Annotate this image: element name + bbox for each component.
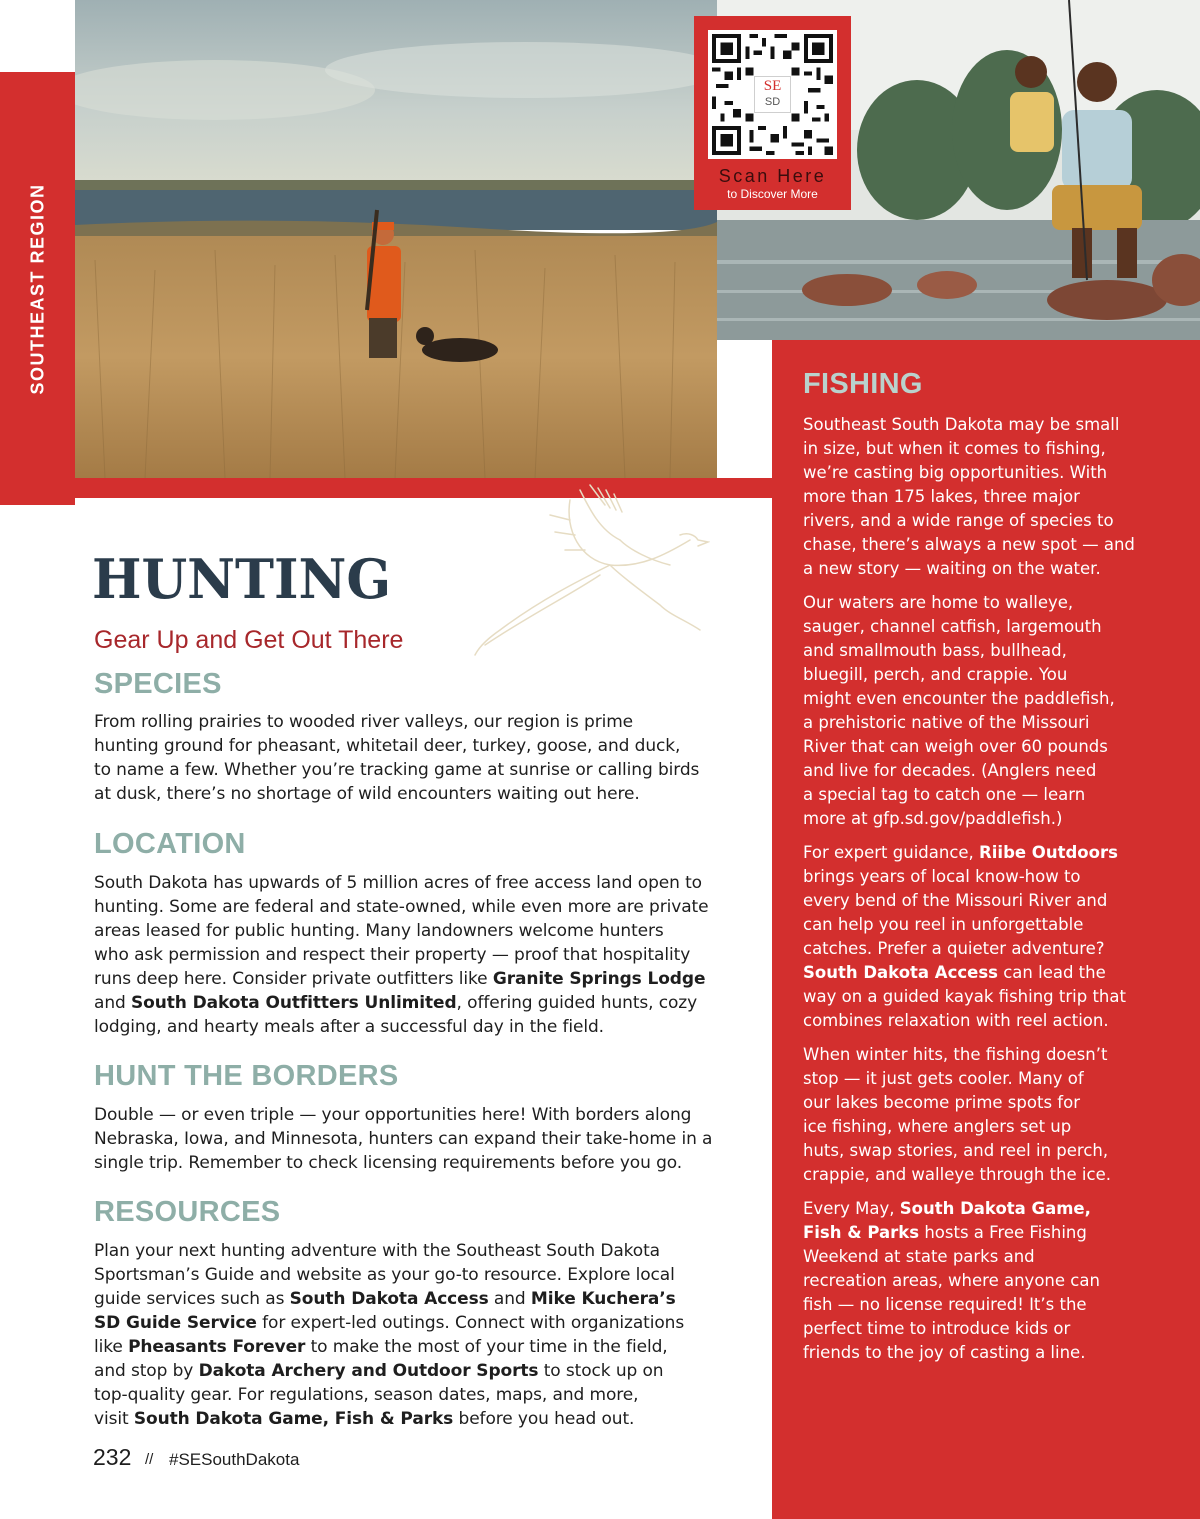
text-line: Sportsman’s Guide and website as your go-to resource. Explore local [94,1265,675,1285]
text-line: hunting. Some are federal and state-owned, while even more are private [94,897,709,917]
text-run: before you head out. [453,1409,635,1429]
qr-logo-sd: SD [764,96,781,108]
fishing-para-2 [803,591,1183,831]
text-line: ice fishing, where anglers set up [803,1117,1072,1136]
text-line: a prehistoric native of the Missouri [803,713,1090,732]
text-run: visit [94,1409,134,1429]
guide-mike-kuchera: Mike Kuchera’s [530,1289,676,1309]
text-line: might even encounter the paddlefish, [803,689,1115,708]
text-line: areas leased for public hunting. Many landowners welcome hunters [94,921,664,941]
text-line: rivers, and a wide range of species to [803,511,1114,530]
footer-separator: // [145,1451,154,1468]
text-line: sauger, channel catfish, largemouth [803,617,1102,636]
agency-sd-gfp: South Dakota Game, [899,1199,1091,1218]
text-run: and [94,993,131,1013]
text-line: When winter hits, the fishing doesn’t [803,1045,1108,1064]
text-line [94,967,714,991]
borders-heading: HUNT THE BORDERS [94,1060,399,1092]
hunting-subtitle: Gear Up and Get Out There [94,626,404,654]
guide-sd-guide-service: SD Guide Service [94,1313,257,1333]
text-line [803,1197,1183,1221]
outfitter-riibe-outdoors: Riibe Outdoors [979,843,1118,862]
fishing-para-1 [803,413,1183,581]
text-line: crappie, and walleye through the ice. [803,1165,1111,1184]
text-run: Every May, [803,1199,900,1218]
text-line: we’re casting big opportunities. With [803,463,1108,482]
text-line: more than 175 lakes, three major [803,487,1080,506]
guide-sd-access: South Dakota Access [289,1289,489,1309]
text-run: like [94,1337,129,1357]
hunting-photo-art [75,0,717,478]
text-line [803,961,1183,985]
text-line [94,1407,714,1431]
text-line: brings years of local know-how to [803,867,1081,886]
text-line: South Dakota has upwards of 5 million acres of free access land open to [94,873,702,893]
side-tab-label [0,72,75,505]
qr-scan-text: Scan Here [718,166,827,186]
text-line: who ask permission and respect their property — proof that hospitality [94,945,691,965]
species-body [94,710,714,806]
fishing-para-5 [803,1197,1183,1365]
text-run: hosts a Free Fishing [919,1223,1087,1242]
text-line: and live for decades. (Anglers need [803,761,1097,780]
text-run: to make the most of your time in the field, [305,1337,668,1357]
fishing-para-4 [803,1043,1183,1187]
text-line: Our waters are home to walleye, [803,593,1074,612]
text-line: huts, swap stories, and reel in perch, [803,1141,1109,1160]
qr-logo-se: SE [763,78,782,94]
text-line: Nebraska, Iowa, and Minnesota, hunters can expand their take-home in a [94,1129,713,1149]
qr-code[interactable] [708,30,837,159]
qr-logo [754,76,791,113]
qr-discover-text: to Discover More [727,187,818,201]
text-run: to stock up on [538,1361,664,1381]
text-line: way on a guided kayak fishing trip that [803,987,1126,1006]
text-line [94,991,714,1015]
text-line: From rolling prairies to wooded river valleys, our region is prime [94,712,634,732]
text-line: Plan your next hunting adventure with the Southeast South Dakota [94,1241,660,1261]
text-line: chase, there’s always a new spot — and [803,535,1135,554]
guide-sd-access: South Dakota Access [803,963,998,982]
text-line [94,1359,714,1383]
outfitter-sd-outfitters: South Dakota Outfitters Unlimited [131,993,457,1013]
text-line [94,1311,714,1335]
hunting-title: HUNTING [92,547,392,611]
location-body [94,871,714,1039]
text-line: at dusk, there’s no shortage of wild encounters waiting out here. [94,784,640,804]
text-run: for expert-led outings. Connect with organizations [256,1313,685,1333]
location-heading: LOCATION [94,828,246,860]
hunting-photo [75,0,717,478]
text-run: , offering guided hunts, cozy [456,993,698,1013]
agency-sd-gfp: South Dakota Game, Fish & Parks [133,1409,454,1429]
text-line: every bend of the Missouri River and [803,891,1108,910]
species-heading: SPECIES [94,668,222,700]
agency-sd-gfp-cont: Fish & Parks [803,1223,920,1242]
text-line: perfect time to introduce kids or [803,1319,1071,1338]
outfitter-granite-springs: Granite Springs Lodge [492,969,706,989]
store-dakota-archery: Dakota Archery and Outdoor Sports [198,1361,539,1381]
resources-body [94,1239,714,1431]
text-run: For expert guidance, [803,843,980,862]
text-line: our lakes become prime spots for [803,1093,1080,1112]
region-label: SOUTHEAST REGION [27,182,47,395]
text-line [803,841,1183,865]
text-line [803,1221,1183,1245]
fishing-para-3 [803,841,1183,1033]
org-pheasants-forever: Pheasants Forever [128,1337,306,1357]
qr-badge[interactable] [694,16,851,210]
text-line: bluegill, perch, and crappie. You [803,665,1068,684]
text-run: and stop by [94,1361,199,1381]
text-line: Weekend at state parks and [803,1247,1035,1266]
text-line: fish — no license required! It’s the [803,1295,1087,1314]
text-line: River that can weigh over 60 pounds [803,737,1108,756]
text-run: can lead the [997,963,1106,982]
text-line: friends to the joy of casting a line. [803,1343,1086,1362]
text-line: a new story — waiting on the water. [803,559,1101,578]
text-line: single trip. Remember to check licensing requirements before you go. [94,1153,683,1173]
text-line: to name a few. Whether you’re tracking game at sunrise or calling birds [94,760,700,780]
borders-body [94,1103,714,1175]
text-line: lodging, and hearty meals after a successful day in the field. [94,1017,604,1037]
text-line: combines relaxation with reel action. [803,1011,1109,1030]
text-line: stop — it just gets cooler. Many of [803,1069,1084,1088]
footer-hashtag: #SESouthDakota [169,1450,300,1469]
text-run: and [488,1289,531,1309]
text-run: runs deep here. Consider private outfitters like [94,969,493,989]
text-line [94,1287,714,1311]
text-line: hunting ground for pheasant, whitetail deer, turkey, goose, and duck, [94,736,681,756]
text-line: more at gfp.sd.gov/paddlefish.) [803,809,1063,828]
text-run: guide services such as [94,1289,290,1309]
text-line: top-quality gear. For regulations, season dates, maps, and more, [94,1385,639,1405]
page-number: 232 [93,1444,132,1470]
text-line: can help you reel in unforgettable [803,915,1084,934]
text-line: in size, but when it comes to fishing, [803,439,1106,458]
text-line: and smallmouth bass, bullhead, [803,641,1067,660]
text-line: Southeast South Dakota may be small [803,415,1120,434]
pheasant-illustration [470,480,710,660]
text-line: recreation areas, where anyone can [803,1271,1100,1290]
text-line: a special tag to catch one — learn [803,785,1086,804]
text-line: catches. Prefer a quieter adventure? [803,939,1105,958]
text-line: Double — or even triple — your opportunities here! With borders along [94,1105,692,1125]
fishing-heading: FISHING [803,368,923,400]
text-line [94,1335,714,1359]
resources-heading: RESOURCES [94,1196,281,1228]
